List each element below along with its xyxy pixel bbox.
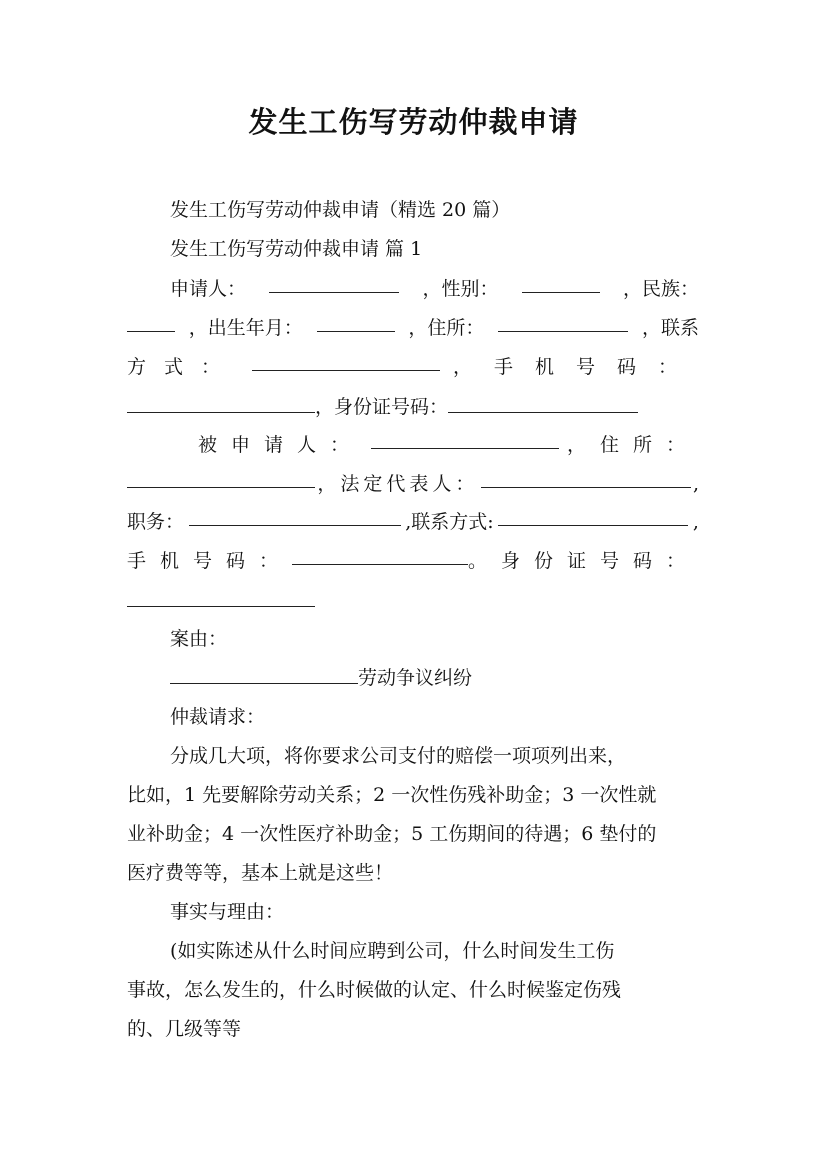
respondent-address-field <box>127 465 315 488</box>
respondent-line-2: ，法定代表人： , <box>127 465 699 504</box>
applicant-contact-label-cont: 方式： <box>127 356 239 378</box>
applicant-address-label: ，住所： <box>408 317 485 339</box>
case-label: 案由： <box>170 628 228 650</box>
facts-paragraph-line: 事故，怎么发生的，什么时候做的认定、什么时候鉴定伤残 <box>127 979 622 1001</box>
applicant-name-label: 申请人： <box>170 278 247 300</box>
facts-label: 事实与理由： <box>170 901 285 923</box>
claims-paragraph-line: 业补助金；4 一次性医疗补助金；5 工伤期间的待遇；6 垫付的 <box>127 823 657 845</box>
respondent-mobile-label: 手机号码： <box>127 550 293 572</box>
applicant-contact-field <box>252 348 440 371</box>
applicant-id-label: ，身份证号码： <box>315 396 449 418</box>
case-line <box>170 659 699 698</box>
respondent-address-label: ，住所： <box>566 434 699 456</box>
respondent-legal-rep-field <box>481 465 691 488</box>
facts-paragraph-line: 的、几级等等 <box>127 1018 242 1040</box>
respondent-legal-rep-label: ，法定代表人： <box>317 473 479 495</box>
applicant-id-field <box>448 390 638 413</box>
case-value: 劳动争议纠纷 <box>358 667 473 689</box>
document-subtitle: 发生工伤写劳动仲裁申请（精选 20 篇） <box>170 199 511 221</box>
applicant-gender-field <box>522 270 600 293</box>
respondent-line-3: 职务： ,联系方式: , <box>127 503 699 542</box>
claims-paragraph-line: 分成几大项，将你要求公司支付的赔偿一项项列出来， <box>170 745 627 767</box>
applicant-birth-field <box>317 309 395 332</box>
applicant-ethnicity-label: ，民族： <box>622 278 699 300</box>
document-title: 发生工伤写劳动仲裁申请 <box>248 105 579 139</box>
respondent-name-label: 被申请人： <box>198 434 364 456</box>
applicant-address-field <box>498 309 628 332</box>
applicant-line-4 <box>127 388 699 427</box>
applicant-line-3 <box>127 348 699 387</box>
facts-paragraph-line: (如实陈述从什么时间应聘到公司，什么时间发生工伤 <box>170 940 615 962</box>
respondent-position-label: 职务： <box>127 511 185 533</box>
applicant-birth-label: ，出生年月： <box>188 317 303 339</box>
case-field <box>170 661 358 684</box>
respondent-position-field <box>189 503 401 526</box>
respondent-line-5 <box>127 582 699 621</box>
respondent-mobile-field <box>292 542 468 565</box>
respondent-id-label: 。身份证号码： <box>467 550 699 572</box>
applicant-mobile-label: ，手机号码： <box>452 356 699 378</box>
applicant-ethnicity-field <box>127 309 175 332</box>
applicant-line-1 <box>170 270 699 309</box>
applicant-contact-label: ，联系 <box>641 317 699 339</box>
claims-paragraph-line: 医疗费等等，基本上就是这些！ <box>127 862 394 884</box>
applicant-line-2 <box>127 309 699 348</box>
piece-heading: 发生工伤写劳动仲裁申请 篇 1 <box>170 238 423 260</box>
claims-paragraph-line: 比如，1 先要解除劳动关系；2 一次性伤残补助金；3 一次性就 <box>127 784 657 806</box>
applicant-name-field <box>269 270 399 293</box>
respondent-name-field <box>371 426 559 449</box>
respondent-line-4 <box>127 542 699 581</box>
respondent-line-1 <box>198 426 699 465</box>
respondent-contact-field <box>498 503 688 526</box>
applicant-gender-label: ，性别： <box>422 278 499 300</box>
respondent-contact-label: ,联系方式: <box>405 511 494 533</box>
claims-label: 仲裁请求： <box>170 706 266 728</box>
applicant-mobile-field <box>127 390 315 413</box>
respondent-id-field <box>127 584 315 607</box>
